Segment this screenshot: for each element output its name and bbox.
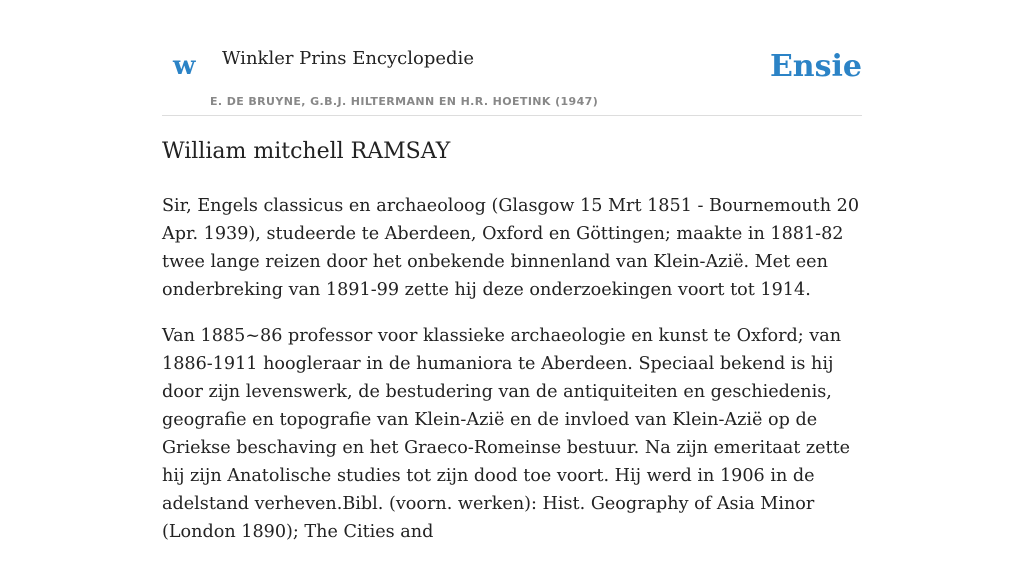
source-authors: E. DE BRUYNE, G.B.J. HILTERMANN EN H.R. HOETINK (1947) (210, 95, 599, 108)
article-paragraph-2: Van 1885~86 professor voor klassieke archaeologie en kunst te Oxford; van 1886-1911 hoogleraar in de humaniora te Aberdeen. Speciaal bekend is hij door zijn levenswerk, de bestudering van de antiquiteiten en geschiedenis, geografie en topografie van Klein-Azië en de invloed van Klein-Azië op de Griekse beschaving en het Graeco-Romeinse bestuur. Na zijn emeritaat zette hij zijn Anatolische studies tot zijn dood toe voort. Hij werd in 1906 in de adelstand verheven.Bibl. (voorn. werken): Hist. Geography of Asia Minor (London 1890); The Cities and (162, 326, 851, 542)
article-title: William mitchell RAMSAY (162, 139, 451, 164)
page-header (162, 40, 862, 116)
source-title[interactable]: Winkler Prins Encyclopedie (222, 48, 474, 69)
article-body (162, 192, 862, 564)
winkler-prins-logo[interactable]: w (173, 51, 196, 81)
article-paragraph-1: Sir, Engels classicus en archaeoloog (Glasgow 15 Mrt 1851 - Bournemouth 20 Apr. 1939), studeerde te Aberdeen, Oxford en Göttingen; maakte in 1881-82 twee lange reizen door het onbekende binnenland van Klein-Azië. Met een onderbreking van 1891-99 zette hij deze onderzoekingen voort tot 1914. (162, 196, 860, 300)
ensie-logo[interactable]: Ensie (769, 49, 862, 84)
